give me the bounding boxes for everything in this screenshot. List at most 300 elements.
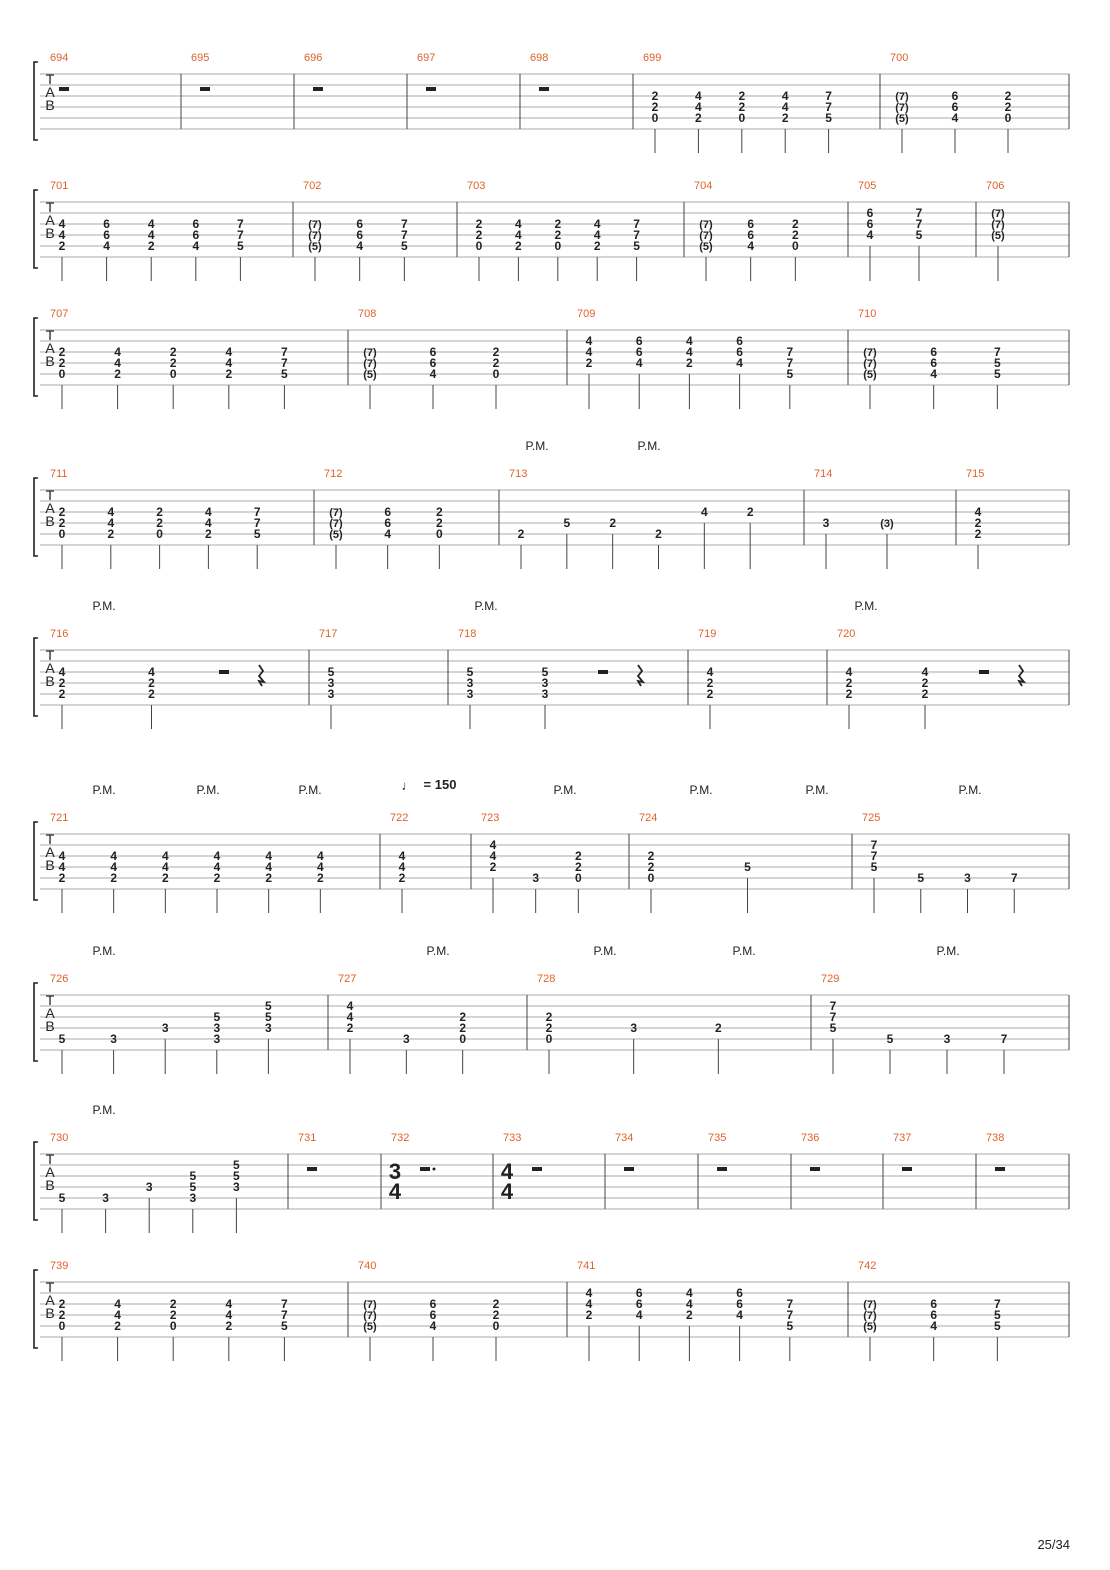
fret-number: 2 — [156, 505, 163, 519]
fret-number: 6 — [736, 345, 743, 359]
palm-mute-label: P.M. — [689, 783, 713, 797]
fret-number: 4 — [192, 239, 200, 253]
fret-number: 7 — [993, 1297, 1001, 1311]
fret-number: 5 — [563, 516, 571, 530]
fret-number: 4 — [110, 849, 118, 863]
measure — [390, 812, 408, 913]
measure-number: 734 — [615, 1132, 634, 1144]
half-rest — [995, 1167, 1005, 1171]
measure-number: 710 — [858, 308, 877, 320]
fret-number: 7 — [253, 516, 261, 530]
fret-number: 5 — [58, 1191, 66, 1205]
fret-number: 4 — [866, 228, 874, 242]
fret-number: 0 — [647, 871, 655, 885]
fret-number: 4 — [781, 100, 789, 114]
measure-number: 724 — [639, 812, 658, 824]
fret-number: 4 — [148, 665, 155, 679]
fret-number: 7 — [1010, 871, 1018, 885]
fret-number: 2 — [655, 527, 662, 541]
fret-number: 4 — [103, 239, 110, 253]
measure-number: 718 — [458, 628, 477, 640]
tab-system — [34, 628, 1069, 729]
fret-number: 6 — [736, 334, 743, 348]
fret-number: 3 — [532, 871, 540, 885]
fret-number: 4 — [930, 1319, 938, 1333]
palm-mute-label: P.M. — [732, 944, 756, 958]
fret-number: 2 — [554, 217, 562, 231]
palm-mute-label: P.M. — [92, 1103, 116, 1117]
half-rest — [426, 87, 436, 91]
fret-number: 0 — [738, 111, 746, 125]
tab-clef-letter: B — [45, 97, 55, 113]
palm-mute-label: P.M. — [525, 439, 549, 453]
fret-number: 7 — [281, 1308, 288, 1322]
fret-number: 4 — [736, 1308, 743, 1322]
half-rest — [313, 87, 323, 91]
fret-number: 6 — [951, 89, 959, 103]
fret-number: 4 — [110, 860, 118, 874]
fret-number: 4 — [747, 239, 755, 253]
fret-number: (5) — [329, 529, 343, 541]
measure — [303, 180, 408, 281]
fret-number: 4 — [225, 345, 233, 359]
fret-number: 5 — [237, 239, 244, 253]
fret-number: 0 — [475, 239, 483, 253]
fret-number: 7 — [829, 999, 837, 1013]
fret-number: 2 — [609, 516, 617, 530]
fret-number: (7) — [863, 358, 877, 370]
fret-number: 3 — [541, 676, 549, 690]
fret-number: 2 — [316, 871, 324, 885]
fret-number: 2 — [1004, 100, 1012, 114]
fret-number: 5 — [886, 1032, 894, 1046]
fret-number: 0 — [459, 1032, 467, 1046]
fret-number: 2 — [161, 871, 169, 885]
measure-number: 722 — [390, 812, 409, 824]
fret-number: 2 — [651, 100, 659, 114]
fret-number: 7 — [786, 1297, 794, 1311]
measure-number: 714 — [814, 468, 833, 480]
measure-number: 711 — [50, 468, 68, 480]
measure — [319, 628, 337, 729]
fret-number: 4 — [265, 860, 273, 874]
fret-number: 3 — [630, 1021, 638, 1035]
fret-number: 6 — [930, 1297, 938, 1311]
tab-clef-letter: A — [45, 1292, 55, 1308]
measure — [639, 812, 751, 913]
fret-number: 2 — [651, 89, 659, 103]
half-rest — [624, 1167, 634, 1171]
fret-number: 5 — [281, 367, 288, 381]
fret-number: 4 — [585, 1297, 593, 1311]
fret-number: 2 — [169, 356, 177, 370]
fret-number: 6 — [429, 1308, 437, 1322]
tab-clef-letter: A — [45, 1005, 55, 1021]
tab-clef-letter: B — [45, 353, 55, 369]
tab-clef-letter: B — [45, 673, 55, 689]
palm-mute-label: P.M. — [593, 944, 617, 958]
fret-number: (5) — [863, 1321, 877, 1333]
fret-number: 2 — [738, 89, 746, 103]
fret-number: 4 — [58, 217, 66, 231]
fret-number: 5 — [189, 1169, 197, 1183]
fret-number: 2 — [114, 367, 121, 381]
fret-number: 2 — [346, 1021, 354, 1035]
measure — [698, 628, 716, 729]
measure — [694, 180, 799, 281]
tab-system — [34, 1132, 1069, 1233]
half-rest — [598, 670, 608, 674]
fret-number: 4 — [225, 1297, 233, 1311]
tab-clef-letter: T — [45, 199, 55, 215]
fret-number: 5 — [993, 356, 1001, 370]
fret-number: 4 — [585, 345, 593, 359]
measure — [50, 973, 272, 1074]
fret-number: (7) — [863, 347, 877, 359]
fret-number: 7 — [825, 100, 832, 114]
fret-number: 4 — [58, 849, 66, 863]
fret-number: 4 — [845, 665, 853, 679]
fret-number: 4 — [429, 367, 437, 381]
rest-dot — [433, 1168, 436, 1171]
palm-mute-label: P.M. — [426, 944, 450, 958]
fret-number: 4 — [346, 999, 354, 1013]
fret-number: 0 — [156, 527, 163, 541]
fret-number: 7 — [633, 228, 640, 242]
tab-clef-letter: A — [45, 212, 55, 228]
fret-number: 2 — [706, 676, 714, 690]
measure — [50, 1260, 288, 1361]
fret-number: 4 — [736, 356, 743, 370]
fret-number: 5 — [829, 1021, 837, 1035]
palm-mute-label: P.M. — [805, 783, 829, 797]
measure-number: 707 — [50, 308, 69, 320]
fret-number: 6 — [866, 217, 874, 231]
fret-number: 4 — [356, 239, 364, 253]
fret-number: 7 — [915, 206, 923, 220]
fret-number: 2 — [593, 239, 601, 253]
fret-number: 7 — [1000, 1032, 1008, 1046]
measure — [858, 1260, 1001, 1361]
measure — [643, 52, 832, 153]
tab-clef-letter: A — [45, 84, 55, 100]
tempo-marking: = 150 — [423, 777, 457, 792]
fret-number: 4 — [265, 849, 273, 863]
fret-number: 0 — [492, 1319, 500, 1333]
fret-number: 3 — [466, 687, 474, 701]
palm-mute-label: P.M. — [958, 783, 982, 797]
fret-number: 7 — [633, 217, 640, 231]
measure — [501, 1132, 542, 1204]
fret-number: 4 — [593, 217, 601, 231]
fret-number: 4 — [161, 849, 169, 863]
fret-number: 4 — [384, 527, 392, 541]
measure — [467, 180, 640, 281]
fret-number: 6 — [635, 1286, 643, 1300]
measure-number: 733 — [503, 1132, 522, 1144]
fret-number: 5 — [993, 1308, 1001, 1322]
measure — [50, 628, 264, 729]
fret-number: 6 — [356, 228, 364, 242]
fret-number: (7) — [863, 1310, 877, 1322]
fret-number: (3) — [880, 518, 894, 530]
fret-number: 4 — [585, 1286, 593, 1300]
fret-number: 2 — [265, 871, 273, 885]
fret-number: 6 — [866, 206, 874, 220]
fret-number: 7 — [829, 1010, 837, 1024]
tab-clef-letter: B — [45, 1177, 55, 1193]
fret-number: 6 — [930, 345, 938, 359]
fret-number: 4 — [58, 665, 66, 679]
fret-number: 6 — [747, 228, 755, 242]
fret-number: (5) — [863, 369, 877, 381]
measure-number: 723 — [481, 812, 500, 824]
measure-number: 721 — [50, 812, 69, 824]
fret-number: 4 — [114, 345, 121, 359]
fret-number: 2 — [107, 527, 115, 541]
measure-number: 740 — [358, 1260, 377, 1272]
fret-number: 4 — [921, 665, 929, 679]
system-bracket — [34, 62, 38, 140]
fret-number: 5 — [786, 367, 794, 381]
fret-number: 2 — [746, 505, 754, 519]
measure-number: 737 — [893, 1132, 912, 1144]
measure — [862, 812, 1018, 913]
measure-number: 732 — [391, 1132, 410, 1144]
measure-number: 731 — [298, 1132, 317, 1144]
fret-number: 0 — [791, 239, 799, 253]
measure — [481, 812, 582, 913]
fret-number: 3 — [327, 687, 335, 701]
fret-number: 4 — [114, 1308, 121, 1322]
fret-number: 2 — [706, 687, 714, 701]
fret-number: 6 — [736, 1286, 743, 1300]
measure-number: 709 — [577, 308, 596, 320]
fret-number: 2 — [492, 356, 500, 370]
fret-number: 7 — [281, 1297, 288, 1311]
measure-number: 699 — [643, 52, 662, 64]
measure-number: 725 — [862, 812, 881, 824]
fret-number: 5 — [213, 1010, 221, 1024]
fret-number: 5 — [58, 1032, 66, 1046]
fret-number: 3 — [233, 1180, 240, 1194]
fret-number: 3 — [822, 516, 830, 530]
fret-number: 4 — [593, 228, 601, 242]
fret-number: 7 — [253, 505, 261, 519]
palm-mute-label: P.M. — [936, 944, 960, 958]
fret-number: 2 — [574, 849, 582, 863]
fret-number: 6 — [429, 356, 437, 370]
fret-number: 2 — [398, 871, 406, 885]
half-rest — [902, 1167, 912, 1171]
fret-number: 2 — [686, 356, 693, 370]
fret-number: 2 — [58, 356, 66, 370]
tab-clef-letter: A — [45, 660, 55, 676]
fret-number: 4 — [161, 860, 169, 874]
fret-number: 2 — [156, 516, 163, 530]
fret-number: 7 — [281, 345, 288, 359]
fret-number: 4 — [107, 516, 115, 530]
fret-number: 0 — [58, 527, 66, 541]
measure-number: 696 — [304, 52, 323, 64]
fret-number: 4 — [114, 356, 121, 370]
half-rest — [59, 87, 69, 91]
fret-number: 2 — [114, 1319, 121, 1333]
fret-number: (7) — [699, 230, 713, 242]
fret-number: 5 — [466, 665, 474, 679]
fret-number: 7 — [786, 356, 794, 370]
measure-number: 736 — [801, 1132, 820, 1144]
half-rest — [420, 1167, 430, 1171]
measure — [837, 628, 1024, 729]
fret-number: 3 — [145, 1180, 153, 1194]
fret-number: (5) — [308, 241, 322, 253]
measure — [814, 468, 894, 569]
fret-number: 4 — [398, 849, 406, 863]
fret-number: 4 — [316, 860, 324, 874]
tab-clef-letter: B — [45, 857, 55, 873]
fret-number: 2 — [515, 239, 522, 253]
measure-number: 741 — [577, 1260, 596, 1272]
fret-number: 6 — [356, 217, 364, 231]
fret-number: 6 — [429, 1297, 437, 1311]
palm-mute-label: P.M. — [553, 783, 577, 797]
fret-number: 2 — [574, 860, 582, 874]
fret-number: 2 — [147, 239, 155, 253]
tab-clef-letter: B — [45, 513, 55, 529]
fret-number: 5 — [917, 871, 925, 885]
fret-number: 2 — [492, 345, 500, 359]
system-bracket — [34, 638, 38, 716]
fret-number: 2 — [58, 505, 66, 519]
system-bracket — [34, 1270, 38, 1348]
fret-number: 6 — [384, 505, 392, 519]
fret-number: 5 — [327, 665, 335, 679]
fret-number: 2 — [714, 1021, 722, 1035]
time-signature-bottom: 4 — [388, 1179, 402, 1204]
fret-number: 2 — [545, 1021, 553, 1035]
measure-number: 695 — [191, 52, 210, 64]
fret-number: 4 — [225, 1308, 233, 1322]
palm-mute-label: P.M. — [474, 599, 498, 613]
fret-number: 2 — [169, 1308, 177, 1322]
fret-number: 4 — [585, 334, 593, 348]
fret-number: 6 — [192, 217, 200, 231]
fret-number: 5 — [786, 1319, 794, 1333]
fret-number: 4 — [316, 849, 324, 863]
fret-number: 6 — [635, 345, 643, 359]
fret-number: 2 — [492, 1308, 500, 1322]
fret-number: 7 — [993, 345, 1001, 359]
fret-number: 2 — [489, 860, 497, 874]
fret-number: 4 — [213, 849, 221, 863]
fret-number: (7) — [363, 347, 377, 359]
fret-number: (7) — [363, 1299, 377, 1311]
fret-number: 5 — [265, 999, 272, 1013]
measure-number: 730 — [50, 1132, 69, 1144]
measure-number: 712 — [324, 468, 343, 480]
tab-clef-letter: T — [45, 1151, 55, 1167]
tab-system — [34, 1260, 1069, 1361]
fret-number: 2 — [1004, 89, 1012, 103]
fret-number: 5 — [541, 665, 549, 679]
fret-number: (7) — [308, 230, 322, 242]
measure-number: 705 — [858, 180, 877, 192]
fret-number: 2 — [58, 345, 66, 359]
fret-number: 5 — [915, 228, 923, 242]
fret-number: 5 — [233, 1169, 240, 1183]
fret-number: 0 — [574, 871, 582, 885]
half-rest — [532, 1167, 542, 1171]
measure — [458, 628, 643, 729]
fret-number: 3 — [943, 1032, 951, 1046]
measure — [358, 308, 500, 409]
fret-number: 3 — [161, 1021, 169, 1035]
palm-mute-label: P.M. — [92, 944, 116, 958]
measure-number: 715 — [966, 468, 985, 480]
measure-number: 728 — [537, 973, 556, 985]
fret-number: 2 — [845, 687, 853, 701]
palm-mute-label: P.M. — [298, 783, 322, 797]
fret-number: 2 — [58, 676, 66, 690]
fret-number: 0 — [58, 1319, 66, 1333]
fret-number: 2 — [791, 217, 799, 231]
fret-number: 6 — [192, 228, 200, 242]
fret-number: 4 — [706, 665, 714, 679]
measure-number: 726 — [50, 973, 69, 985]
measure-number: 727 — [338, 973, 357, 985]
tab-clef-letter: T — [45, 831, 55, 847]
fret-number: 6 — [747, 217, 755, 231]
fret-number: 4 — [930, 367, 938, 381]
fret-number: 5 — [633, 239, 640, 253]
fret-number: 2 — [213, 871, 221, 885]
fret-number: (5) — [699, 241, 713, 253]
fret-number: 2 — [58, 1308, 66, 1322]
tab-clef-letter: B — [45, 1305, 55, 1321]
fret-number: 4 — [147, 228, 155, 242]
fret-number: 3 — [265, 1021, 272, 1035]
measure-number: 713 — [509, 468, 528, 480]
fret-number: 2 — [974, 516, 982, 530]
fret-number: 2 — [695, 111, 702, 125]
fret-number: 6 — [736, 1297, 743, 1311]
tab-system — [34, 973, 1069, 1074]
tab-clef-letter: T — [45, 992, 55, 1008]
half-rest — [979, 670, 989, 674]
fret-number: 0 — [1004, 111, 1012, 125]
palm-mute-label: P.M. — [92, 783, 116, 797]
measure — [858, 308, 1001, 409]
tab-clef-letter: T — [45, 71, 55, 87]
fret-number: 3 — [466, 676, 474, 690]
palm-mute-label: P.M. — [196, 783, 220, 797]
measure-number: 702 — [303, 180, 322, 192]
measure-number: 708 — [358, 308, 377, 320]
tab-clef-letter: A — [45, 1164, 55, 1180]
fret-number: 2 — [647, 849, 655, 863]
fret-number: 5 — [744, 860, 751, 874]
fret-number: 7 — [786, 1308, 794, 1322]
fret-number: 2 — [435, 516, 443, 530]
fret-number: 2 — [647, 860, 655, 874]
fret-number: (7) — [329, 507, 343, 519]
fret-number: 6 — [429, 345, 437, 359]
fret-number: 3 — [541, 687, 549, 701]
fret-number: 2 — [492, 1297, 500, 1311]
fret-number: 2 — [169, 1297, 177, 1311]
fret-number: 4 — [489, 849, 497, 863]
